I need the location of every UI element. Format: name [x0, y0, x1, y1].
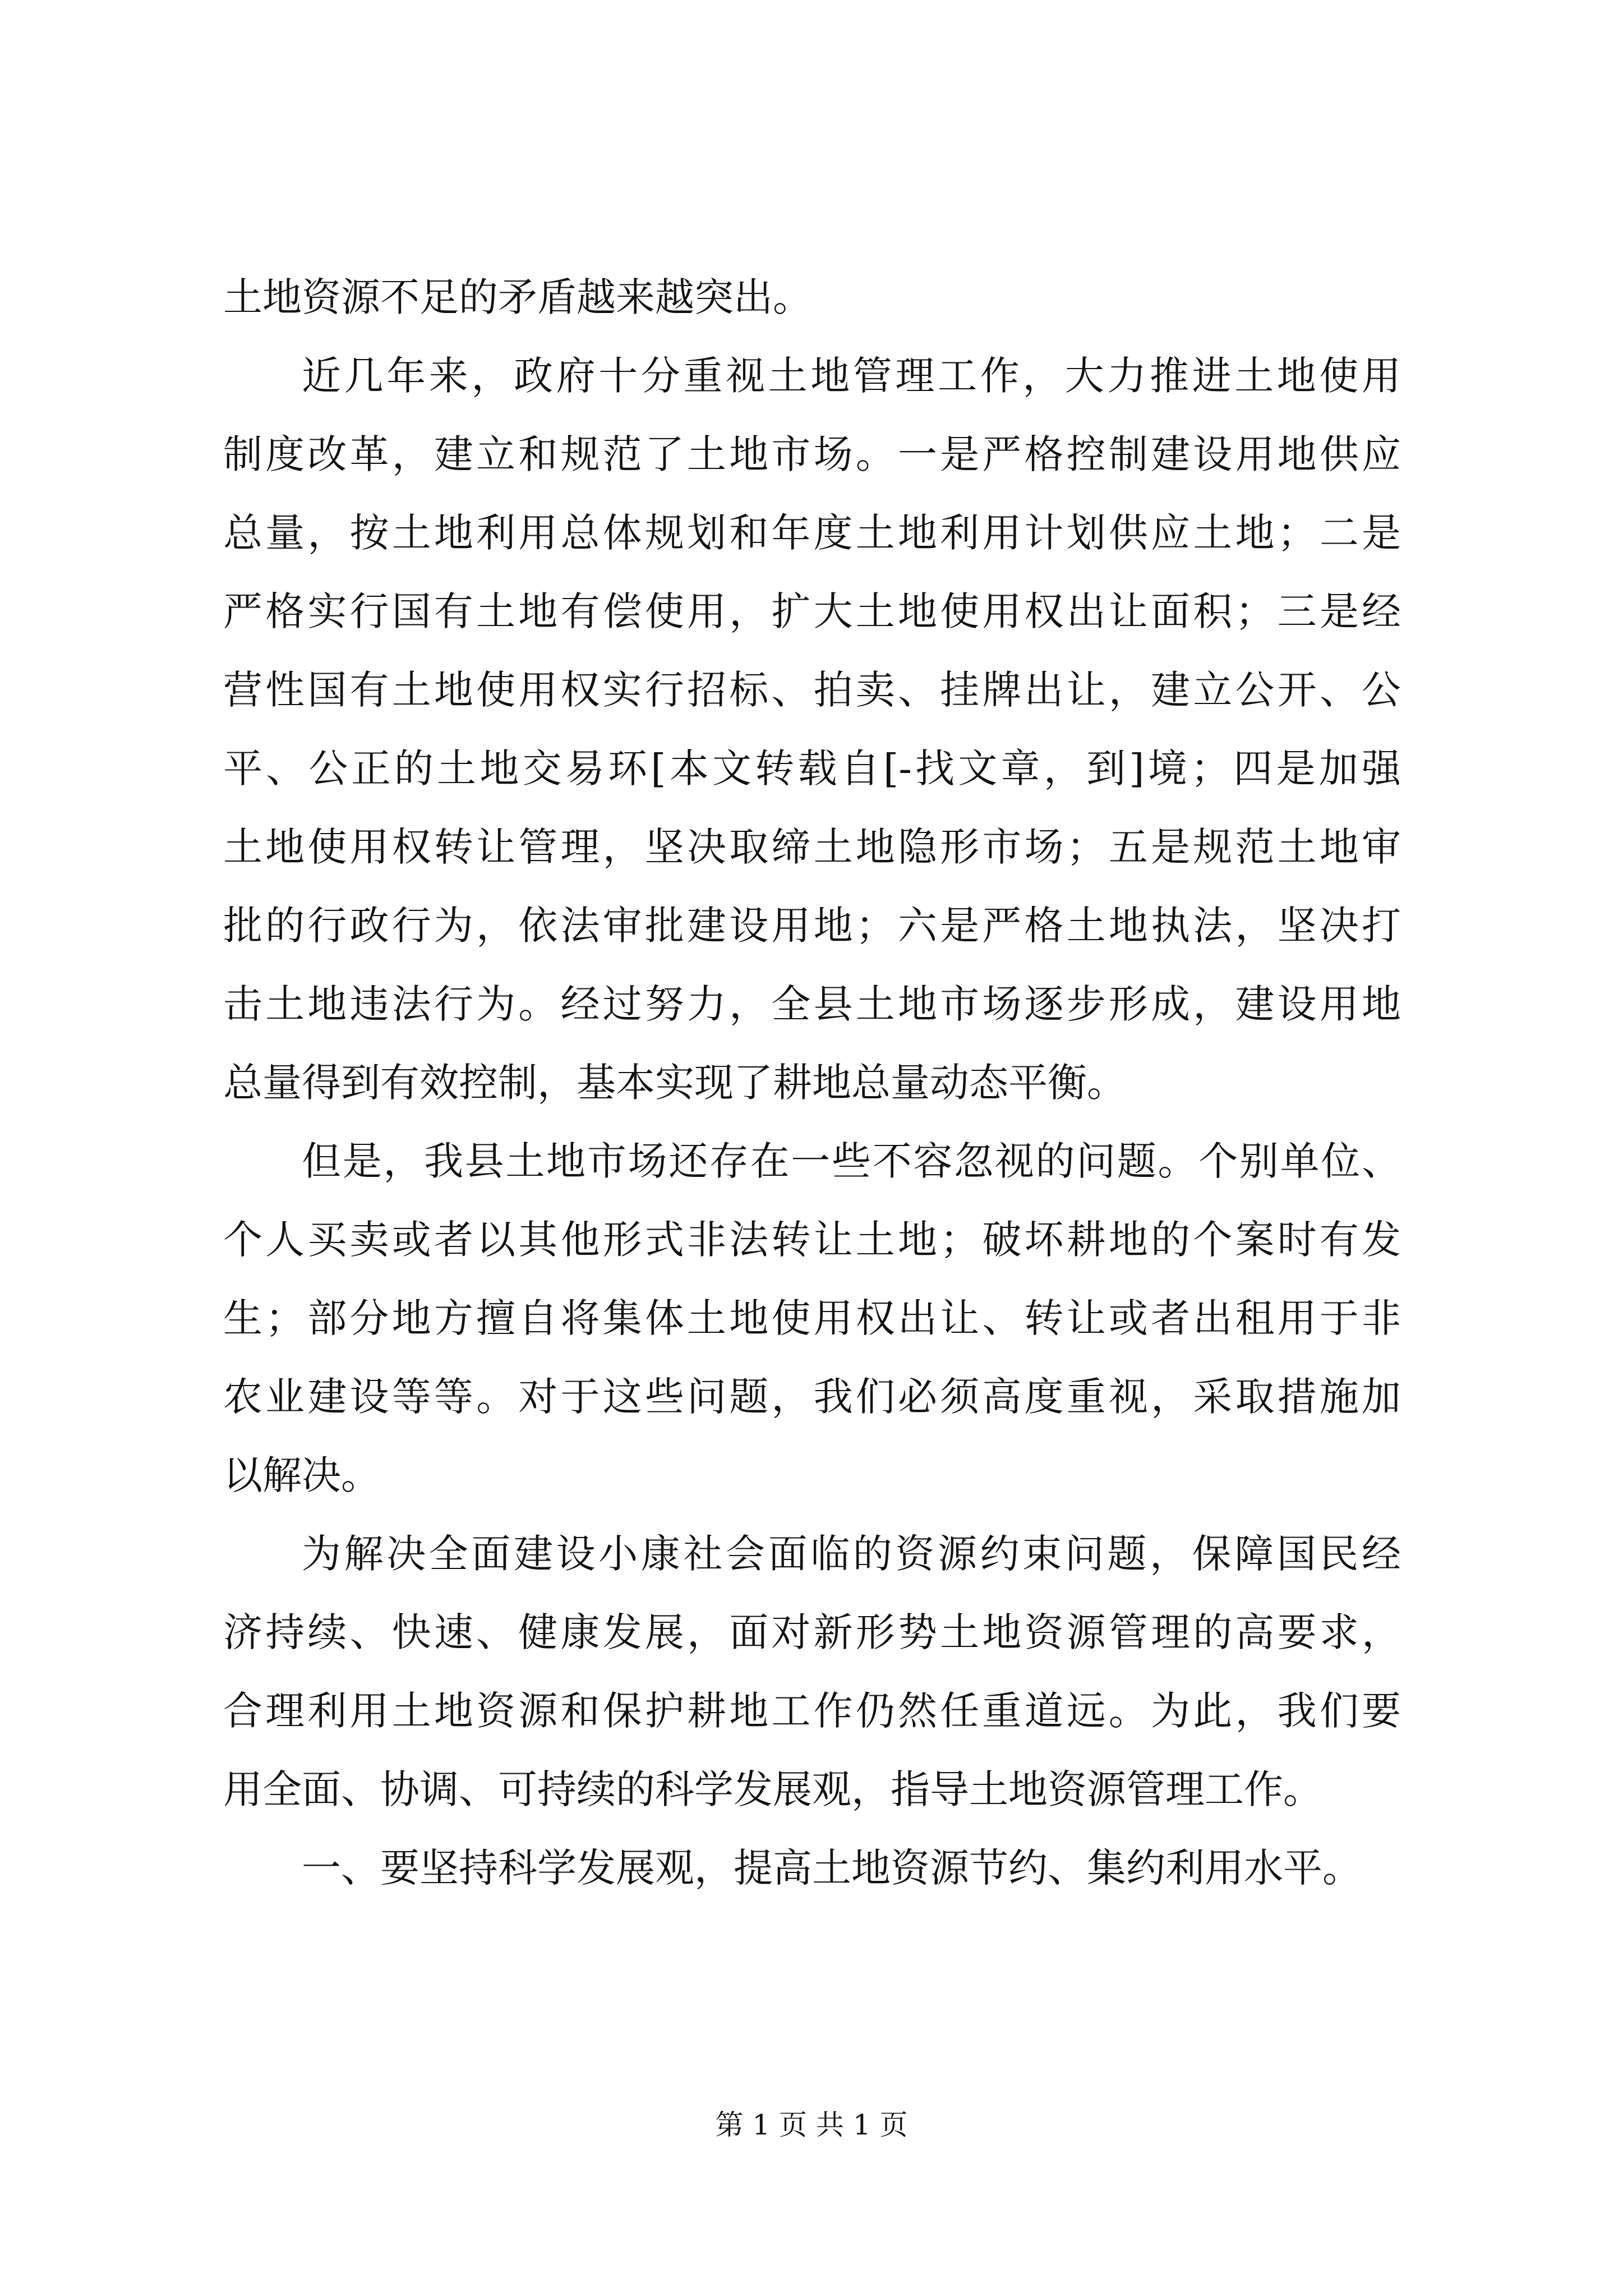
paragraph-line: 近几年来，政府十分重视土地管理工作，大力推进土地使用 [302, 353, 1401, 399]
paragraph-line: 土地资源不足的矛盾越来越突出。 [223, 274, 812, 320]
paragraph-line: 农业建设等等。对于这些问题，我们必须高度重视，采取措施加 [223, 1374, 1401, 1420]
paragraph-line: 土地使用权转让管理，坚决取缔土地隐形市场；五是规范土地审 [223, 824, 1401, 870]
paragraph-line: 总量得到有效控制，基本实现了耕地总量动态平衡。 [223, 1060, 1126, 1106]
paragraph-line: 但是，我县土地市场还存在一些不容忽视的问题。个别单位、 [302, 1138, 1401, 1184]
paragraph-line: 严格实行国有土地有偿使用，扩大土地使用权出让面积；三是经 [223, 588, 1401, 634]
paragraph-line: 用全面、协调、可持续的科学发展观，指导土地资源管理工作。 [223, 1766, 1322, 1812]
paragraph-line: 总量，按土地利用总体规划和年度土地利用计划供应土地；二是 [223, 510, 1401, 556]
paragraph-line: 击土地违法行为。经过努力，全县土地市场逐步形成，建设用地 [223, 981, 1401, 1027]
document-body [223, 258, 1401, 1907]
paragraph-line: 生；部分地方擅自将集体土地使用权出让、转让或者出租用于非 [223, 1295, 1401, 1341]
paragraph-line: 以解决。 [223, 1452, 380, 1498]
paragraph-line: 平、公正的土地交易环[本文转载自[-找文章，到]境；四是加强 [223, 746, 1401, 792]
paragraph-line: 批的行政行为，依法审批建设用地；六是严格土地执法，坚决打 [223, 903, 1401, 949]
paragraph-line: 营性国有土地使用权实行招标、拍卖、挂牌出让，建立公开、公 [223, 667, 1401, 713]
paragraph-line: 制度改革，建立和规范了土地市场。一是严格控制建设用地供应 [223, 431, 1401, 477]
paragraph-line: 一、要坚持科学发展观，提高土地资源节约、集约利用水平。 [302, 1845, 1362, 1891]
page-footer: 第 1 页 共 1 页 [715, 2109, 908, 2141]
paragraph-line: 合理利用土地资源和保护耕地工作仍然任重道远。为此，我们要 [223, 1688, 1401, 1734]
paragraph-line: 个人买卖或者以其他形式非法转让土地；破坏耕地的个案时有发 [223, 1217, 1401, 1263]
paragraph-line: 为解决全面建设小康社会面临的资源约束问题，保障国民经 [302, 1531, 1401, 1577]
paragraph-line: 济持续、快速、健康发展，面对新形势土地资源管理的高要求， [223, 1609, 1401, 1655]
